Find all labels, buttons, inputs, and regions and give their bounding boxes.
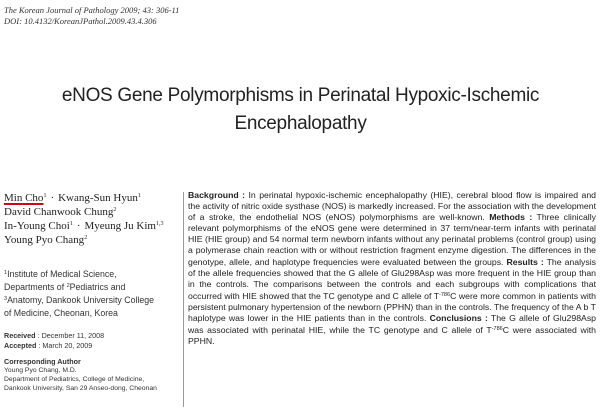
conclusions-sup: -786 <box>491 326 503 333</box>
background-label: Background : <box>188 190 246 200</box>
author-sup: 1 <box>137 193 141 199</box>
conclusions-label: Conclusions : <box>429 313 488 324</box>
author-separator: · <box>50 192 55 204</box>
title-line-2: Encephalopathy <box>234 113 367 134</box>
methods-label: Methods : <box>489 212 533 223</box>
background-text: In perinatal hypoxic-ischemic encephalopathy (HIE), cerebral blood flow is impaired and the activity of nitric oxide systhase (NOS) is markedly increased. For the association with the development of a stroke, the endothelial NOS (eNOS) polymorphisms are well-known. <box>188 190 596 223</box>
affil-text: Anatomy, Dankook University College <box>7 295 155 306</box>
author-sup: 1 <box>69 221 73 227</box>
journal-header <box>4 5 179 27</box>
article-title <box>0 82 601 138</box>
accepted-label: Accepted <box>4 340 37 350</box>
column-divider <box>183 192 184 407</box>
abstract <box>188 190 596 347</box>
corresponding-author-info <box>4 366 180 394</box>
title-line-1: eNOS Gene Polymorphisms in Perinatal Hypoxic-Ischemic <box>61 85 540 106</box>
author-list <box>4 190 180 246</box>
affil-sup: 1 <box>4 270 8 276</box>
author-name: Young Pyo Chang <box>4 234 85 246</box>
conclusions-text: The G allele of Glu298Asp was associated with perinatal HIE, while the TC genotype and C allele of T <box>188 313 597 336</box>
corr-line: Young Pyo Chang, M.D. <box>4 366 77 374</box>
received-date: : December 11, 2008 <box>37 330 105 340</box>
author-name: Kwang-Sun Hyun <box>58 192 138 204</box>
affil-text: Departments of <box>4 282 67 293</box>
author-name: In-Young Choi <box>4 220 70 232</box>
author-name: Min Cho <box>4 192 44 204</box>
methods-text: Three clinically relevant polymorphisms of the eNOS gene were determined in 37 term/near-term infants with perinatal HIE (HIE group) and 54 normal term newborn infants without any perinatal problems (control group) using a polymerase chain reaction with or without restriction fragment enzyme digestion. The differences in the genotype, allele, and haplotype frequencies were evaluated between the groups. <box>188 212 596 267</box>
author-sup: 2 <box>84 235 88 241</box>
corresponding-author-title: Corresponding Author <box>4 356 81 366</box>
corr-line: Department of Pediatrics, College of Medicine, <box>4 376 145 384</box>
journal-citation: The Korean Journal of Pathology 2009; 43: 306-11 <box>4 5 180 15</box>
affil-sup: 3 <box>4 296 8 303</box>
results-text: C were more common in patients with persistent pulmonary hypertension of the newborn (PPHN) than in the controls. The frequency of the A b T haplotype was lower in the HIE patients than in the controls. <box>188 290 596 324</box>
received-label: Received <box>4 330 36 340</box>
affil-sup: 2 <box>66 283 70 290</box>
results-label: Results : <box>506 256 544 267</box>
author-name: Myeung Ju Kim <box>84 220 156 232</box>
results-sup: -786 <box>439 291 451 298</box>
author-name: David Chanwook Chung <box>4 206 114 218</box>
author-sup: 2 <box>113 207 117 213</box>
author-column <box>4 190 180 393</box>
conclusions-text: C were associated with PPHN. <box>188 325 596 347</box>
accepted-date: : March 20, 2009 <box>38 340 93 350</box>
corr-line: Dankook University, San 29 Anseo-dong, Cheonan <box>4 385 157 393</box>
doi: DOI: 10.4132/KoreanJPathol.2009.43.4.306 <box>4 16 157 26</box>
author-separator: · <box>76 220 81 232</box>
affil-text: Pediatrics and <box>69 282 126 293</box>
affiliations <box>4 267 180 319</box>
results-text: The analysis of the allele frequencies showed that the G allele of Glu298Asp was more frequent in the HIE group than in the controls. The comparisons between the controls and each subgroups with complications that occurred with HIE showed that the TC genotype and C allele of T <box>188 256 596 301</box>
affil-text: Institute of Medical Science, <box>7 269 117 279</box>
author-sup: 1,3 <box>155 221 164 227</box>
affil-text: of Medicine, Cheonan, Korea <box>4 307 118 318</box>
author-sup: 1 <box>43 193 47 199</box>
article-dates <box>4 331 180 351</box>
